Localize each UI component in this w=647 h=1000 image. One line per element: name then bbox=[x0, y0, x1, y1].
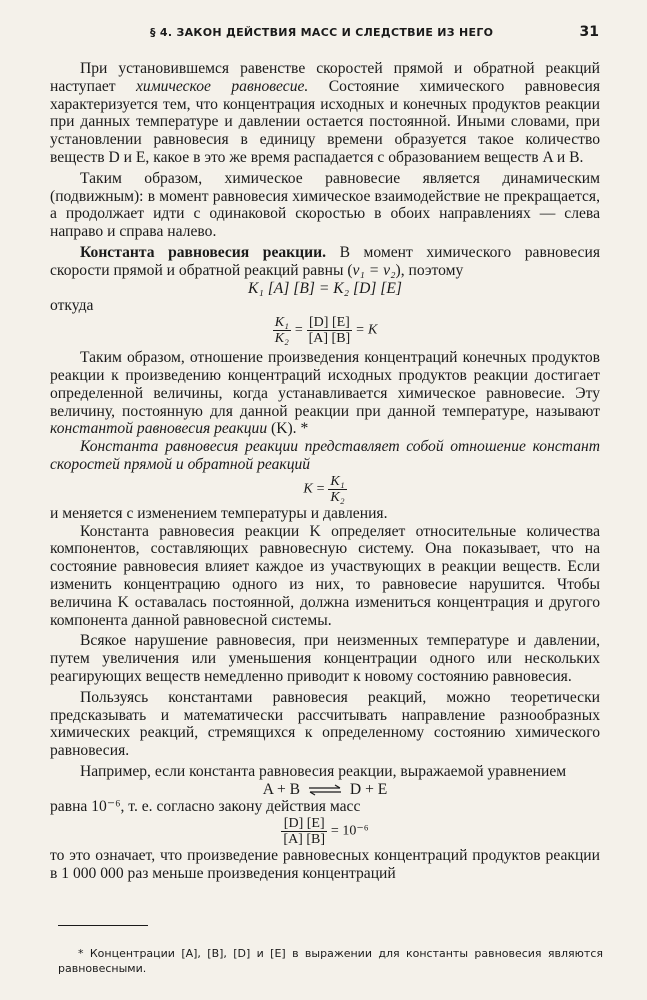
paragraph-equilibrium-definition: При установившемся равенстве скоростей прямой и обратной реакций наступает химическое равновесие. Состояние химического равновесия характеризуется тем, что концентрация исходных и конечных продуктов реакции при данных температуре и давлении остается постоянной. Иными словами, при установлении равновесия в единицу времени образуется такое количество веществ D и E, какое в это же время распадается с образованием веществ A и B. bbox=[50, 60, 601, 166]
term-chemical-equilibrium: химическое равновесие. bbox=[136, 77, 309, 95]
equation-numeric: $\frac{[D] [E]}{[A] [B]}$ = 10⁻⁶ bbox=[283, 816, 369, 848]
paragraph-dynamic-equilibrium: Таким образом, химическое равновесие является динамическим (подвижным): в момент равновесия химическое взаимодействие не прекращается, а продолжает идти с одинаковой скоростью в обоих направлениях — слева направо и справа налево. bbox=[50, 169, 600, 241]
equation-rates: K₁ [A] [B] = K₂ [D] [E] bbox=[248, 279, 402, 297]
equation-reaction: A + B D + E bbox=[262, 780, 388, 798]
paragraph-prediction: Пользуясь константами равновесия реакций, можно теоретически предсказывать и математически рассчитывать направление разнообразных химических реакций, стремящихся к определенному состоянию химического равновесия. bbox=[50, 688, 600, 760]
word-otkuda: откуда bbox=[50, 297, 94, 315]
paragraph-constant-meaning: Таким образом, отношение произведения концентраций конечных продуктов реакции к произведению концентраций исходных продуктов реакции достигает определенной величины, когда устанавливается химическое равновесие. Эту величину, постоянную для данной реакции при данной температуре, называют константой равновесия реакции (K). * bbox=[50, 349, 600, 438]
page-number: 31 bbox=[579, 24, 599, 40]
equation-ratio: $\frac{\text{K₁}}{\text{K₂}}$ = $\frac{[D] [E]}{[A] [B]}$ = K bbox=[274, 315, 378, 347]
paragraph-equilibrium-constant: Константа равновесия реакции. В момент химического равновесия скорости прямой и обратной реакций равны (v₁ = v₂), поэтому bbox=[50, 243, 600, 279]
paragraph-conclusion: то это означает, что произведение равновесных концентраций продуктов реакции в 1 000 000 раз меньше произведения концентраций bbox=[50, 847, 600, 883]
paragraph-constant-ratio: Константа равновесия реакции представляет собой отношение констант скоростей прямой и обратной реакций bbox=[50, 438, 600, 473]
main-text bbox=[50, 60, 600, 883]
footnote-divider bbox=[58, 925, 148, 926]
paragraph-value: равна 10⁻⁶, т. е. согласно закону действия масс bbox=[50, 798, 361, 816]
running-title: § 4. ЗАКОН ДЕЙСТВИЯ МАСС И СЛЕДСТВИЕ ИЗ НЕГО bbox=[150, 26, 494, 39]
paragraph-example: Например, если константа равновесия реакции, выражаемой уравнением bbox=[80, 762, 567, 780]
footnote: * Концентрации [A], [B], [D] и [E] в выражении для константы равновесия являются равновесными. bbox=[58, 947, 603, 975]
paragraph-components: Константа равновесия реакции K определяет относительные количества компонентов, составляющих равновесную систему. Она показывает, что на состояние равновесия влияет каждое из участвующих в реакции веществ. Если изменить концентрацию одного из них, то равновесие нарушится. Чтобы величина K оставалась постоянной, должна измениться концентрация и другого компонента данной равновесной системы. bbox=[50, 522, 600, 629]
equation-k-ratio: K = $\frac{\text{K₁}}{\text{K₂}}$ bbox=[303, 473, 345, 505]
running-header bbox=[0, 24, 647, 42]
equilibrium-arrows-icon bbox=[308, 784, 342, 796]
section-heading: Константа равновесия реакции. bbox=[80, 243, 327, 261]
paragraph-disturbance: Всякое нарушение равновесия, при неизменных температуре и давлении, путем увеличения или уменьшения концентрации одного или нескольких реагирующих веществ немедленно приводит к новому состоянию равновесия. bbox=[50, 632, 600, 685]
paragraph-temperature: и меняется с изменением температуры и давления. bbox=[50, 504, 388, 522]
term-equilibrium-constant: константой равновесия реакции bbox=[50, 420, 268, 438]
